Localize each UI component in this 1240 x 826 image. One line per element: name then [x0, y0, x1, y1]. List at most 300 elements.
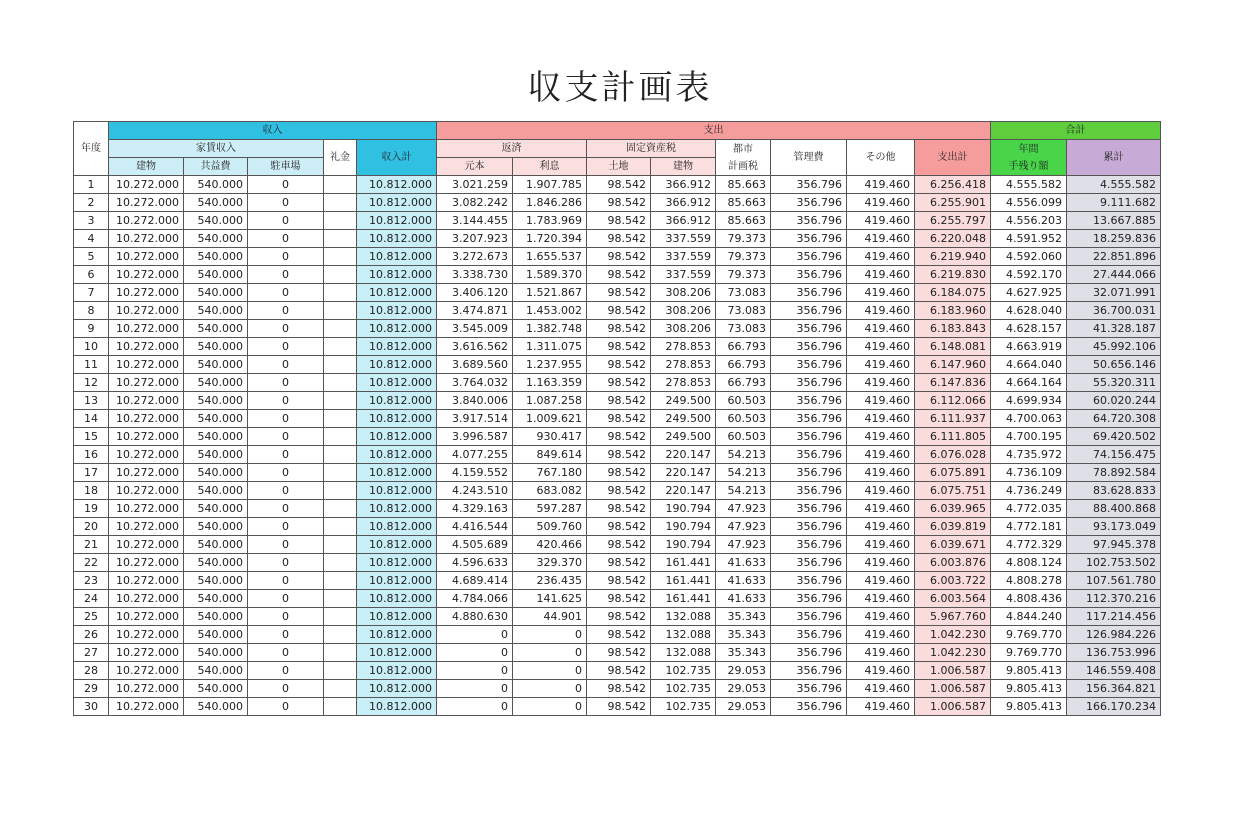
- cell-year: 3: [74, 212, 109, 230]
- cell-interest: 1.237.955: [513, 356, 587, 374]
- cell-tax-building: 132.088: [651, 626, 716, 644]
- cell-tax-building: 161.441: [651, 590, 716, 608]
- cell-parking: 0: [248, 410, 324, 428]
- cell-expense-total: 1.006.587: [915, 662, 991, 680]
- table-row: [74, 212, 1161, 230]
- header-expense-total: 支出計: [915, 140, 991, 176]
- cell-year: 6: [74, 266, 109, 284]
- cell-management: 356.796: [771, 536, 847, 554]
- cell-year: 8: [74, 302, 109, 320]
- cell-parking: 0: [248, 176, 324, 194]
- cell-annual-remaining: 4.663.919: [991, 338, 1067, 356]
- cell-other: 419.460: [847, 662, 915, 680]
- cell-common-fee: 540.000: [184, 680, 248, 698]
- cell-parking: 0: [248, 536, 324, 554]
- cell-principal: 3.021.259: [437, 176, 513, 194]
- cell-expense-total: 6.147.960: [915, 356, 991, 374]
- cell-cumulative: 50.656.146: [1067, 356, 1161, 374]
- cell-income-total: 10.812.000: [357, 392, 437, 410]
- table-row: [74, 428, 1161, 446]
- cell-cumulative: 69.420.502: [1067, 428, 1161, 446]
- cell-parking: 0: [248, 518, 324, 536]
- cell-building: 10.272.000: [109, 176, 184, 194]
- cell-land: 98.542: [587, 302, 651, 320]
- table-row: [74, 446, 1161, 464]
- header-parking: 駐車場: [248, 158, 324, 176]
- cell-cumulative: 146.559.408: [1067, 662, 1161, 680]
- cell-tax-building: 220.147: [651, 446, 716, 464]
- table-row: [74, 662, 1161, 680]
- cell-cumulative: 55.320.311: [1067, 374, 1161, 392]
- cell-common-fee: 540.000: [184, 248, 248, 266]
- cell-interest: 767.180: [513, 464, 587, 482]
- cell-cumulative: 13.667.885: [1067, 212, 1161, 230]
- cell-cumulative: 36.700.031: [1067, 302, 1161, 320]
- cell-city-tax: 66.793: [716, 356, 771, 374]
- cell-building: 10.272.000: [109, 644, 184, 662]
- cell-annual-remaining: 4.664.164: [991, 374, 1067, 392]
- cell-key-money: [324, 320, 357, 338]
- cell-principal: 3.764.032: [437, 374, 513, 392]
- cell-interest: 930.417: [513, 428, 587, 446]
- cell-land: 98.542: [587, 266, 651, 284]
- header-rent-income: 家賃収入: [109, 140, 324, 158]
- cell-parking: 0: [248, 194, 324, 212]
- cell-expense-total: 6.255.797: [915, 212, 991, 230]
- cell-cumulative: 60.020.244: [1067, 392, 1161, 410]
- cell-management: 356.796: [771, 428, 847, 446]
- cell-interest: 509.760: [513, 518, 587, 536]
- cell-income-total: 10.812.000: [357, 500, 437, 518]
- cell-principal: 0: [437, 680, 513, 698]
- cell-interest: 1.589.370: [513, 266, 587, 284]
- cell-land: 98.542: [587, 320, 651, 338]
- cell-tax-building: 102.735: [651, 680, 716, 698]
- cell-principal: 0: [437, 644, 513, 662]
- cell-other: 419.460: [847, 500, 915, 518]
- cell-principal: 4.784.066: [437, 590, 513, 608]
- cell-key-money: [324, 464, 357, 482]
- cell-building: 10.272.000: [109, 626, 184, 644]
- cell-city-tax: 47.923: [716, 536, 771, 554]
- cell-tax-building: 308.206: [651, 302, 716, 320]
- cell-interest: 1.311.075: [513, 338, 587, 356]
- cell-management: 356.796: [771, 554, 847, 572]
- cell-annual-remaining: 4.591.952: [991, 230, 1067, 248]
- cell-parking: 0: [248, 230, 324, 248]
- cell-key-money: [324, 338, 357, 356]
- cell-interest: 849.614: [513, 446, 587, 464]
- cell-tax-building: 366.912: [651, 176, 716, 194]
- cell-principal: 3.082.242: [437, 194, 513, 212]
- cell-parking: 0: [248, 572, 324, 590]
- cell-other: 419.460: [847, 464, 915, 482]
- cell-income-total: 10.812.000: [357, 338, 437, 356]
- cell-city-tax: 29.053: [716, 662, 771, 680]
- header-property-tax: 固定資産税: [587, 140, 716, 158]
- header-income-group: 収入: [109, 122, 437, 140]
- cell-city-tax: 29.053: [716, 680, 771, 698]
- cell-interest: 1.846.286: [513, 194, 587, 212]
- cell-annual-remaining: 4.592.060: [991, 248, 1067, 266]
- cell-cumulative: 117.214.456: [1067, 608, 1161, 626]
- header-other: その他: [847, 140, 915, 176]
- cell-income-total: 10.812.000: [357, 230, 437, 248]
- cell-land: 98.542: [587, 608, 651, 626]
- cell-tax-building: 161.441: [651, 572, 716, 590]
- cell-interest: 420.466: [513, 536, 587, 554]
- cell-cumulative: 93.173.049: [1067, 518, 1161, 536]
- cell-cumulative: 156.364.821: [1067, 680, 1161, 698]
- cell-common-fee: 540.000: [184, 572, 248, 590]
- cell-key-money: [324, 302, 357, 320]
- cell-income-total: 10.812.000: [357, 320, 437, 338]
- cell-expense-total: 6.039.819: [915, 518, 991, 536]
- cell-annual-remaining: 4.772.035: [991, 500, 1067, 518]
- cell-city-tax: 60.503: [716, 392, 771, 410]
- cell-expense-total: 6.148.081: [915, 338, 991, 356]
- cell-common-fee: 540.000: [184, 518, 248, 536]
- cell-building: 10.272.000: [109, 338, 184, 356]
- cell-city-tax: 47.923: [716, 518, 771, 536]
- cell-building: 10.272.000: [109, 392, 184, 410]
- table-row: [74, 410, 1161, 428]
- cell-principal: 3.272.673: [437, 248, 513, 266]
- cell-annual-remaining: 4.628.040: [991, 302, 1067, 320]
- cell-tax-building: 132.088: [651, 608, 716, 626]
- cell-building: 10.272.000: [109, 446, 184, 464]
- cell-building: 10.272.000: [109, 536, 184, 554]
- cell-city-tax: 54.213: [716, 464, 771, 482]
- cell-tax-building: 366.912: [651, 194, 716, 212]
- table-row: [74, 554, 1161, 572]
- cell-other: 419.460: [847, 680, 915, 698]
- cell-interest: 329.370: [513, 554, 587, 572]
- table-row: [74, 536, 1161, 554]
- cell-year: 4: [74, 230, 109, 248]
- cell-principal: 4.159.552: [437, 464, 513, 482]
- cell-management: 356.796: [771, 194, 847, 212]
- cell-parking: 0: [248, 590, 324, 608]
- cell-year: 18: [74, 482, 109, 500]
- cell-common-fee: 540.000: [184, 212, 248, 230]
- cell-expense-total: 6.039.671: [915, 536, 991, 554]
- cell-income-total: 10.812.000: [357, 428, 437, 446]
- cell-cumulative: 88.400.868: [1067, 500, 1161, 518]
- cell-city-tax: 60.503: [716, 428, 771, 446]
- cell-key-money: [324, 662, 357, 680]
- cell-management: 356.796: [771, 698, 847, 716]
- cell-interest: 44.901: [513, 608, 587, 626]
- cell-annual-remaining: 4.808.278: [991, 572, 1067, 590]
- header-building: 建物: [109, 158, 184, 176]
- cell-land: 98.542: [587, 248, 651, 266]
- cell-common-fee: 540.000: [184, 356, 248, 374]
- header-year: 年度: [74, 122, 109, 176]
- cell-management: 356.796: [771, 590, 847, 608]
- cell-annual-remaining: 4.808.436: [991, 590, 1067, 608]
- cell-key-money: [324, 356, 357, 374]
- cell-tax-building: 308.206: [651, 320, 716, 338]
- cell-other: 419.460: [847, 248, 915, 266]
- cell-income-total: 10.812.000: [357, 284, 437, 302]
- cell-year: 20: [74, 518, 109, 536]
- cell-year: 12: [74, 374, 109, 392]
- cell-city-tax: 79.373: [716, 248, 771, 266]
- cell-income-total: 10.812.000: [357, 590, 437, 608]
- cell-key-money: [324, 248, 357, 266]
- cell-income-total: 10.812.000: [357, 212, 437, 230]
- cell-management: 356.796: [771, 212, 847, 230]
- cell-building: 10.272.000: [109, 356, 184, 374]
- cell-expense-total: 1.042.230: [915, 626, 991, 644]
- cell-parking: 0: [248, 212, 324, 230]
- cell-parking: 0: [248, 680, 324, 698]
- cell-parking: 0: [248, 464, 324, 482]
- table-row: [74, 338, 1161, 356]
- cell-parking: 0: [248, 374, 324, 392]
- cell-land: 98.542: [587, 338, 651, 356]
- cell-common-fee: 540.000: [184, 374, 248, 392]
- cell-year: 7: [74, 284, 109, 302]
- cell-city-tax: 54.213: [716, 446, 771, 464]
- table-row: [74, 590, 1161, 608]
- cell-annual-remaining: 4.844.240: [991, 608, 1067, 626]
- cell-annual-remaining: 4.700.195: [991, 428, 1067, 446]
- cell-year: 21: [74, 536, 109, 554]
- header-expense-group: 支出: [437, 122, 991, 140]
- cell-other: 419.460: [847, 194, 915, 212]
- cell-land: 98.542: [587, 644, 651, 662]
- cell-other: 419.460: [847, 284, 915, 302]
- cell-year: 10: [74, 338, 109, 356]
- cell-principal: 3.474.871: [437, 302, 513, 320]
- cell-tax-building: 190.794: [651, 500, 716, 518]
- cell-annual-remaining: 4.628.157: [991, 320, 1067, 338]
- cell-parking: 0: [248, 554, 324, 572]
- cell-land: 98.542: [587, 446, 651, 464]
- cell-cumulative: 126.984.226: [1067, 626, 1161, 644]
- cell-expense-total: 6.111.805: [915, 428, 991, 446]
- cell-expense-total: 6.003.876: [915, 554, 991, 572]
- cell-interest: 1.163.359: [513, 374, 587, 392]
- cell-building: 10.272.000: [109, 284, 184, 302]
- cell-year: 29: [74, 680, 109, 698]
- cell-annual-remaining: 9.805.413: [991, 662, 1067, 680]
- cell-common-fee: 540.000: [184, 536, 248, 554]
- cell-parking: 0: [248, 248, 324, 266]
- cell-annual-remaining: 4.808.124: [991, 554, 1067, 572]
- cell-land: 98.542: [587, 212, 651, 230]
- cell-management: 356.796: [771, 266, 847, 284]
- cell-management: 356.796: [771, 410, 847, 428]
- cell-year: 25: [74, 608, 109, 626]
- cell-principal: 3.917.514: [437, 410, 513, 428]
- cell-expense-total: 1.042.230: [915, 644, 991, 662]
- table-row: [74, 302, 1161, 320]
- cell-key-money: [324, 446, 357, 464]
- cell-land: 98.542: [587, 590, 651, 608]
- cell-other: 419.460: [847, 392, 915, 410]
- cell-year: 27: [74, 644, 109, 662]
- cell-principal: 4.243.510: [437, 482, 513, 500]
- cell-land: 98.542: [587, 536, 651, 554]
- cell-city-tax: 79.373: [716, 266, 771, 284]
- cell-other: 419.460: [847, 428, 915, 446]
- cell-management: 356.796: [771, 518, 847, 536]
- cell-other: 419.460: [847, 536, 915, 554]
- cell-parking: 0: [248, 482, 324, 500]
- cell-tax-building: 220.147: [651, 482, 716, 500]
- cell-key-money: [324, 554, 357, 572]
- cell-principal: 3.338.730: [437, 266, 513, 284]
- cell-key-money: [324, 500, 357, 518]
- cell-interest: 0: [513, 644, 587, 662]
- cell-tax-building: 220.147: [651, 464, 716, 482]
- cell-cumulative: 41.328.187: [1067, 320, 1161, 338]
- cell-principal: 4.505.689: [437, 536, 513, 554]
- cell-management: 356.796: [771, 320, 847, 338]
- cell-building: 10.272.000: [109, 590, 184, 608]
- cell-land: 98.542: [587, 194, 651, 212]
- header-common-fee: 共益費: [184, 158, 248, 176]
- cell-year: 5: [74, 248, 109, 266]
- cell-annual-remaining: 4.556.203: [991, 212, 1067, 230]
- cell-other: 419.460: [847, 320, 915, 338]
- cell-common-fee: 540.000: [184, 482, 248, 500]
- cell-cumulative: 45.992.106: [1067, 338, 1161, 356]
- cell-interest: 1.009.621: [513, 410, 587, 428]
- cell-city-tax: 73.083: [716, 320, 771, 338]
- cell-other: 419.460: [847, 410, 915, 428]
- table-row: [74, 392, 1161, 410]
- cell-expense-total: 6.256.418: [915, 176, 991, 194]
- cell-common-fee: 540.000: [184, 230, 248, 248]
- cell-land: 98.542: [587, 374, 651, 392]
- cell-principal: 4.880.630: [437, 608, 513, 626]
- cell-management: 356.796: [771, 464, 847, 482]
- cell-year: 22: [74, 554, 109, 572]
- cell-cumulative: 4.555.582: [1067, 176, 1161, 194]
- cell-common-fee: 540.000: [184, 428, 248, 446]
- cell-principal: 3.406.120: [437, 284, 513, 302]
- cell-cumulative: 78.892.584: [1067, 464, 1161, 482]
- cell-other: 419.460: [847, 554, 915, 572]
- cell-interest: 1.720.394: [513, 230, 587, 248]
- cell-management: 356.796: [771, 338, 847, 356]
- cell-parking: 0: [248, 500, 324, 518]
- cell-income-total: 10.812.000: [357, 464, 437, 482]
- cell-income-total: 10.812.000: [357, 410, 437, 428]
- cell-city-tax: 66.793: [716, 338, 771, 356]
- cell-income-total: 10.812.000: [357, 626, 437, 644]
- cell-city-tax: 66.793: [716, 374, 771, 392]
- cell-building: 10.272.000: [109, 500, 184, 518]
- cell-annual-remaining: 9.805.413: [991, 680, 1067, 698]
- cell-parking: 0: [248, 302, 324, 320]
- cell-tax-building: 249.500: [651, 428, 716, 446]
- cell-common-fee: 540.000: [184, 500, 248, 518]
- cell-land: 98.542: [587, 356, 651, 374]
- cell-income-total: 10.812.000: [357, 608, 437, 626]
- cell-building: 10.272.000: [109, 698, 184, 716]
- cell-key-money: [324, 410, 357, 428]
- cell-land: 98.542: [587, 662, 651, 680]
- cell-income-total: 10.812.000: [357, 554, 437, 572]
- cell-annual-remaining: 9.769.770: [991, 644, 1067, 662]
- cell-building: 10.272.000: [109, 248, 184, 266]
- cell-expense-total: 6.039.965: [915, 500, 991, 518]
- cell-year: 2: [74, 194, 109, 212]
- cell-annual-remaining: 4.772.329: [991, 536, 1067, 554]
- cell-city-tax: 35.343: [716, 626, 771, 644]
- cell-key-money: [324, 536, 357, 554]
- table-row: [74, 482, 1161, 500]
- cell-principal: 0: [437, 626, 513, 644]
- cell-land: 98.542: [587, 554, 651, 572]
- cell-expense-total: 6.219.940: [915, 248, 991, 266]
- cell-key-money: [324, 284, 357, 302]
- cell-expense-total: 6.183.843: [915, 320, 991, 338]
- cell-tax-building: 278.853: [651, 338, 716, 356]
- cell-income-total: 10.812.000: [357, 644, 437, 662]
- cell-annual-remaining: 9.769.770: [991, 626, 1067, 644]
- cell-building: 10.272.000: [109, 212, 184, 230]
- cell-cumulative: 136.753.996: [1067, 644, 1161, 662]
- cell-land: 98.542: [587, 176, 651, 194]
- cell-income-total: 10.812.000: [357, 302, 437, 320]
- cell-common-fee: 540.000: [184, 194, 248, 212]
- header-interest: 利息: [513, 158, 587, 176]
- cell-key-money: [324, 374, 357, 392]
- cell-income-total: 10.812.000: [357, 482, 437, 500]
- cell-building: 10.272.000: [109, 554, 184, 572]
- table-row: [74, 284, 1161, 302]
- cell-year: 28: [74, 662, 109, 680]
- table-row: [74, 374, 1161, 392]
- cell-land: 98.542: [587, 698, 651, 716]
- cell-key-money: [324, 230, 357, 248]
- cell-cumulative: 9.111.682: [1067, 194, 1161, 212]
- cell-key-money: [324, 212, 357, 230]
- cell-annual-remaining: 4.700.063: [991, 410, 1067, 428]
- cell-expense-total: 6.184.075: [915, 284, 991, 302]
- cell-common-fee: 540.000: [184, 554, 248, 572]
- cell-interest: 0: [513, 680, 587, 698]
- cell-interest: 141.625: [513, 590, 587, 608]
- cell-year: 11: [74, 356, 109, 374]
- header-key-money: 礼金: [324, 140, 357, 176]
- header-repayment: 返済: [437, 140, 587, 158]
- cell-interest: 597.287: [513, 500, 587, 518]
- cell-cumulative: 107.561.780: [1067, 572, 1161, 590]
- cell-management: 356.796: [771, 284, 847, 302]
- cell-city-tax: 35.343: [716, 644, 771, 662]
- cell-parking: 0: [248, 446, 324, 464]
- cell-expense-total: 1.006.587: [915, 680, 991, 698]
- cell-principal: 4.329.163: [437, 500, 513, 518]
- cell-principal: 0: [437, 662, 513, 680]
- cell-tax-building: 132.088: [651, 644, 716, 662]
- header-city-tax-line1: 都市: [733, 143, 753, 155]
- cell-principal: 3.144.455: [437, 212, 513, 230]
- cell-land: 98.542: [587, 410, 651, 428]
- cell-other: 419.460: [847, 644, 915, 662]
- cell-cumulative: 22.851.896: [1067, 248, 1161, 266]
- cell-expense-total: 6.111.937: [915, 410, 991, 428]
- cell-management: 356.796: [771, 626, 847, 644]
- cell-management: 356.796: [771, 662, 847, 680]
